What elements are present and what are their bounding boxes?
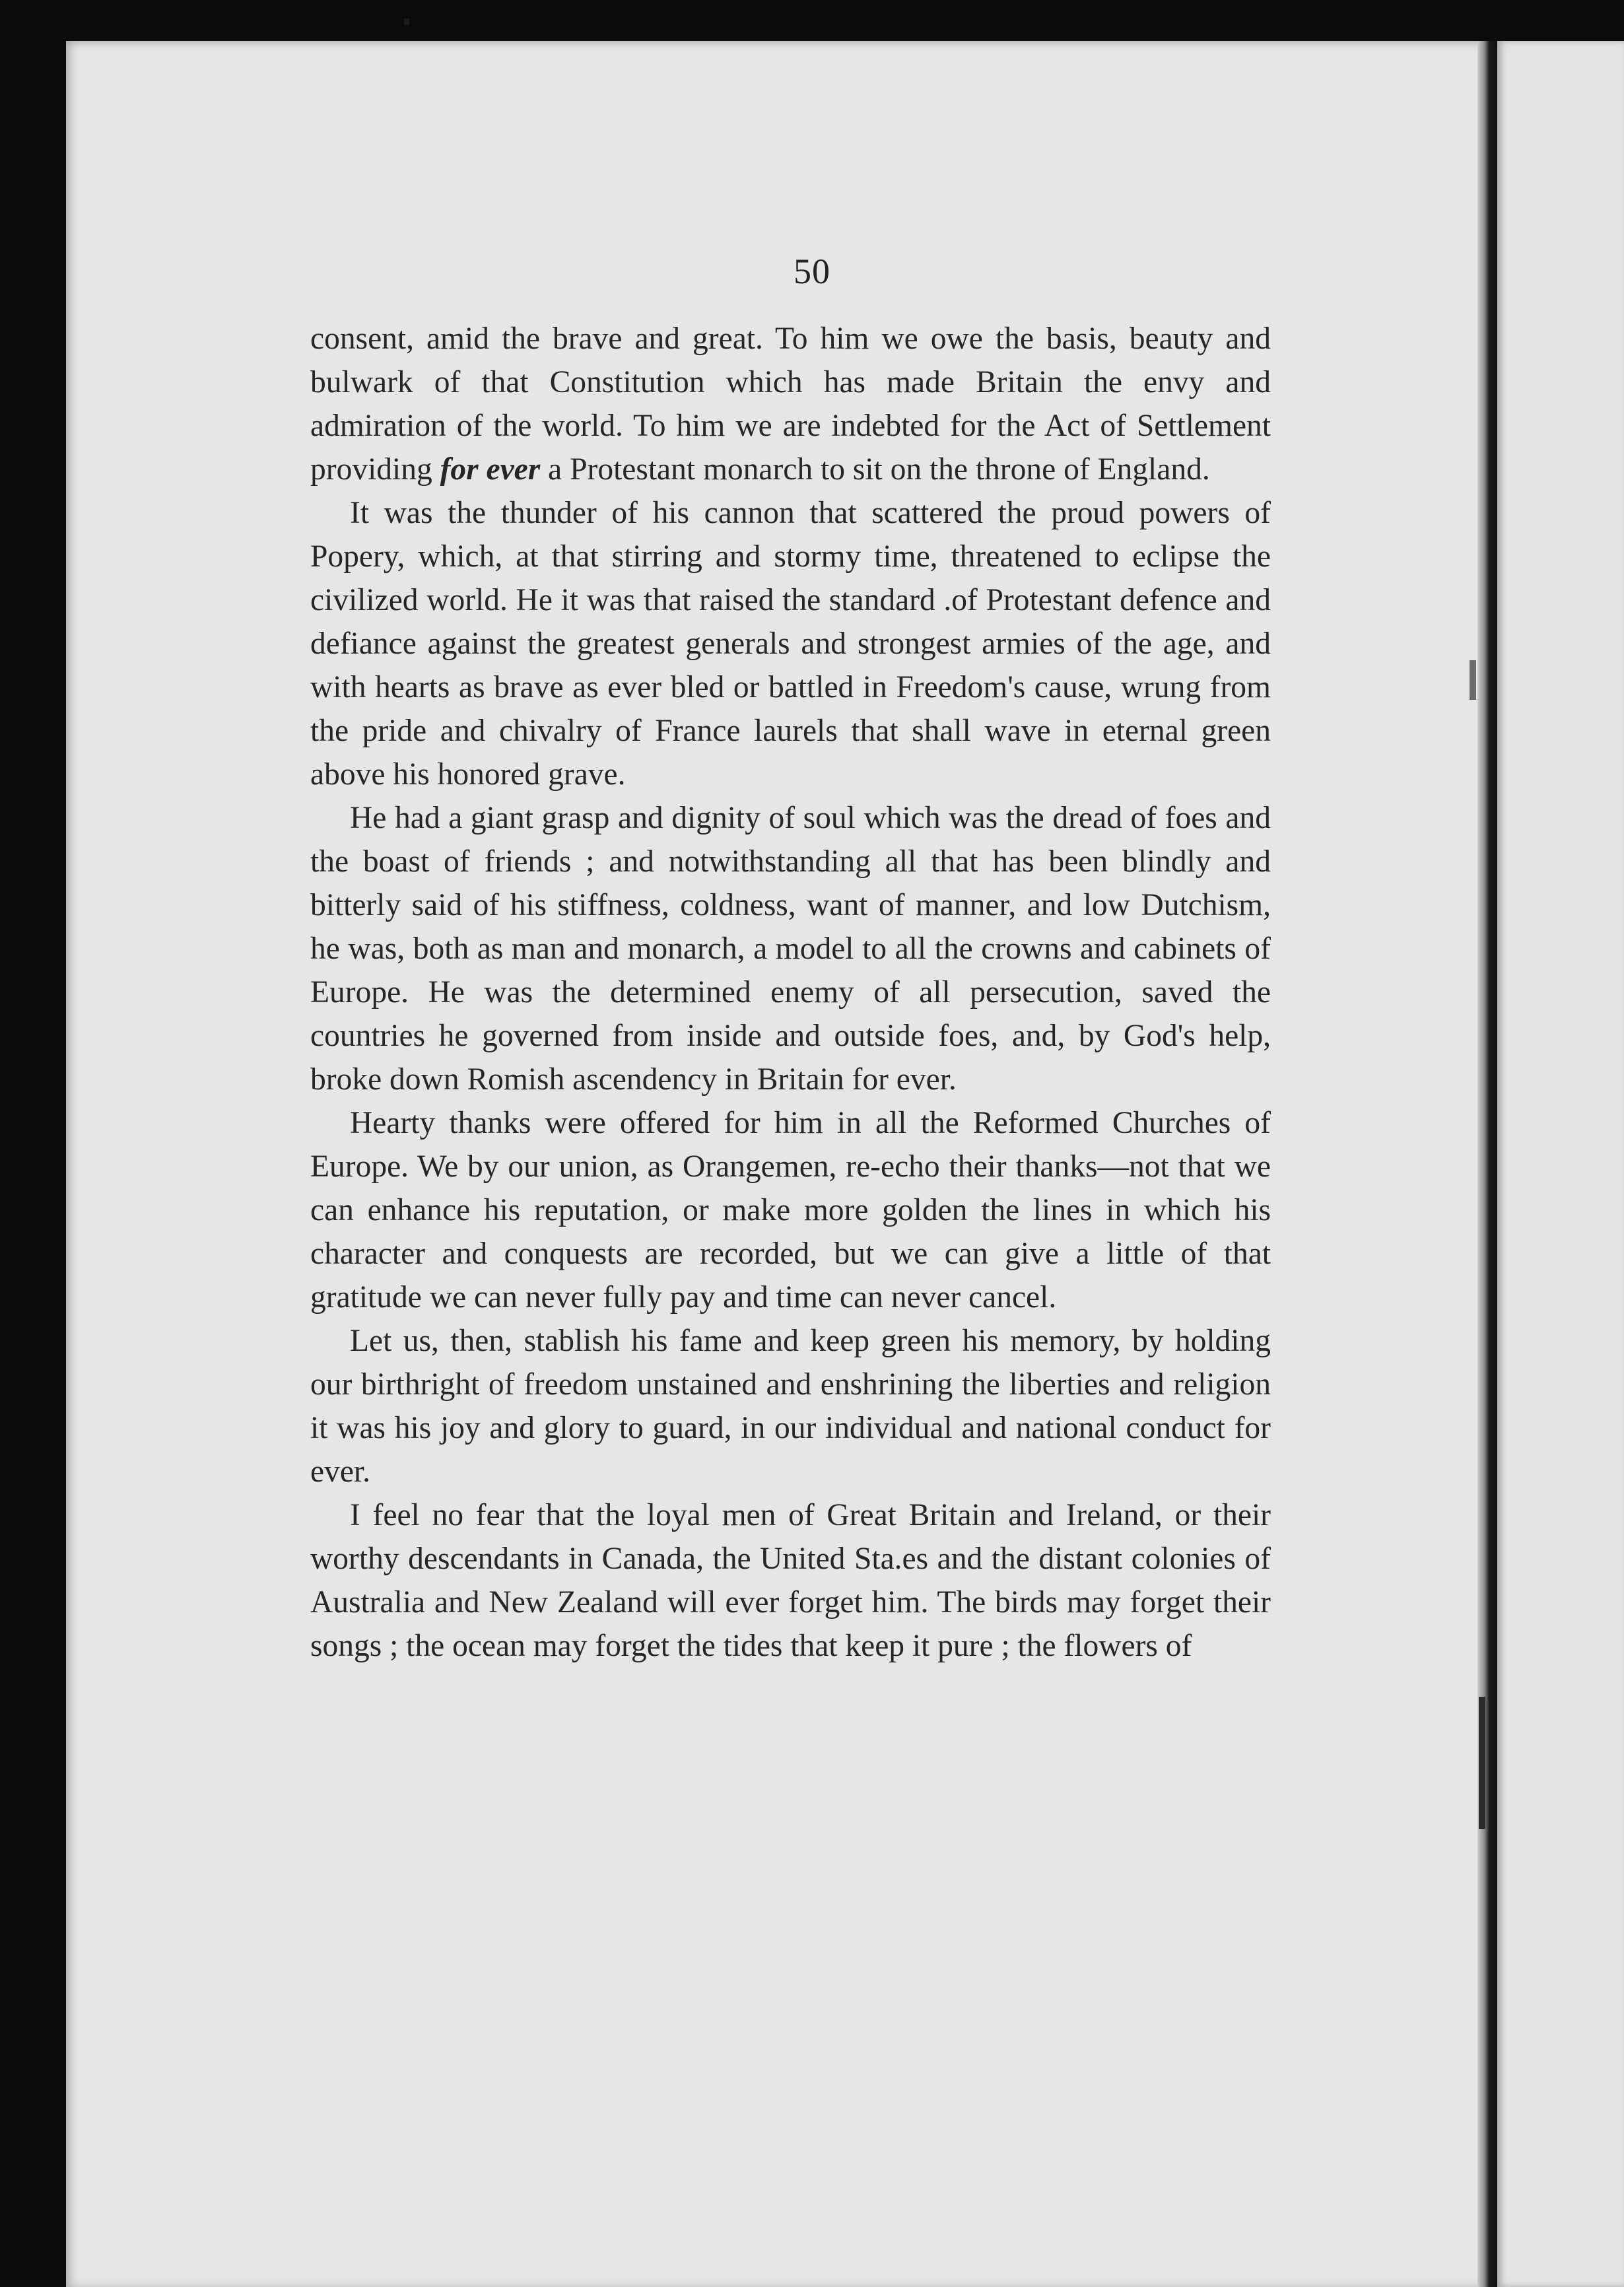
page-fold-shadow (1477, 41, 1497, 2287)
emphasized-text: for ever (440, 452, 541, 487)
paragraph-text: a Protestant monarch to sit on the throne of England. (540, 452, 1210, 487)
paragraph-text: consent, amid the brave and great. To him we owe the basis, beauty and bulwark of that Constitution which has made Britain the envy and admiration of the world. To him we are indebted for the Act of Settlement providing (310, 322, 1271, 487)
page-number: 50 (794, 252, 830, 291)
paragraph: I feel no fear that the loyal men of Great Britain and Ireland, or their worthy descendants in Canada, the United Sta.es and the distant colonies of Australia and New Zealand will ever forget him. The birds may forget their songs ; the ocean may forget the tides that keep it pure ; the flowers of (310, 1498, 1271, 1663)
paragraph: Let us, then, stablish his fame and keep green his memory, by holding our birthright of freedom unstained and enshrining the liberties and religion it was his joy and glory to guard, in our individual and national conduct for ever. (310, 1324, 1271, 1489)
page-text-body (310, 317, 1271, 1668)
paragraph: It was the thunder of his cannon that scattered the proud powers of Popery, which, at that stirring and stormy time, threatened to eclipse the civilized world. He it was that raised the standard .of Protestant defence and defiance against the greatest generals and strongest armies of the age, and with hearts as brave as ever bled or battled in Freedom's cause, wrung from the pride and chivalry of France laurels that shall wave in eternal green above his honored grave. (310, 496, 1271, 792)
paragraph: Hearty thanks were offered for him in all the Reformed Churches of Europe. We by our union, as Orangemen, re-echo their thanks—not that we can enhance his reputation, or make more golden the lines in which his character and conquests are recorded, but we can give a little of that gratitude we can never fully pay and time can never cancel. (310, 1106, 1271, 1314)
paragraph (310, 317, 1271, 491)
scan-speck (1470, 660, 1476, 700)
scan-speck (404, 18, 409, 25)
paragraph: He had a giant grasp and dignity of soul which was the dread of foes and the boast of friends ; and notwithstanding all that has been blindly and bitterly said of his stiffness, coldness, want of manner, and low Dutchism, he was, both as man and monarch, a model to all the crowns and cabinets of Europe. He was the determined enemy of all persecution, saved the countries he governed from inside and outside foes, and, by God's help, broke down Romish ascendency in Britain for ever. (310, 801, 1271, 1097)
scan-speck (1479, 1697, 1485, 1829)
adjacent-page-edge (1497, 41, 1624, 2287)
